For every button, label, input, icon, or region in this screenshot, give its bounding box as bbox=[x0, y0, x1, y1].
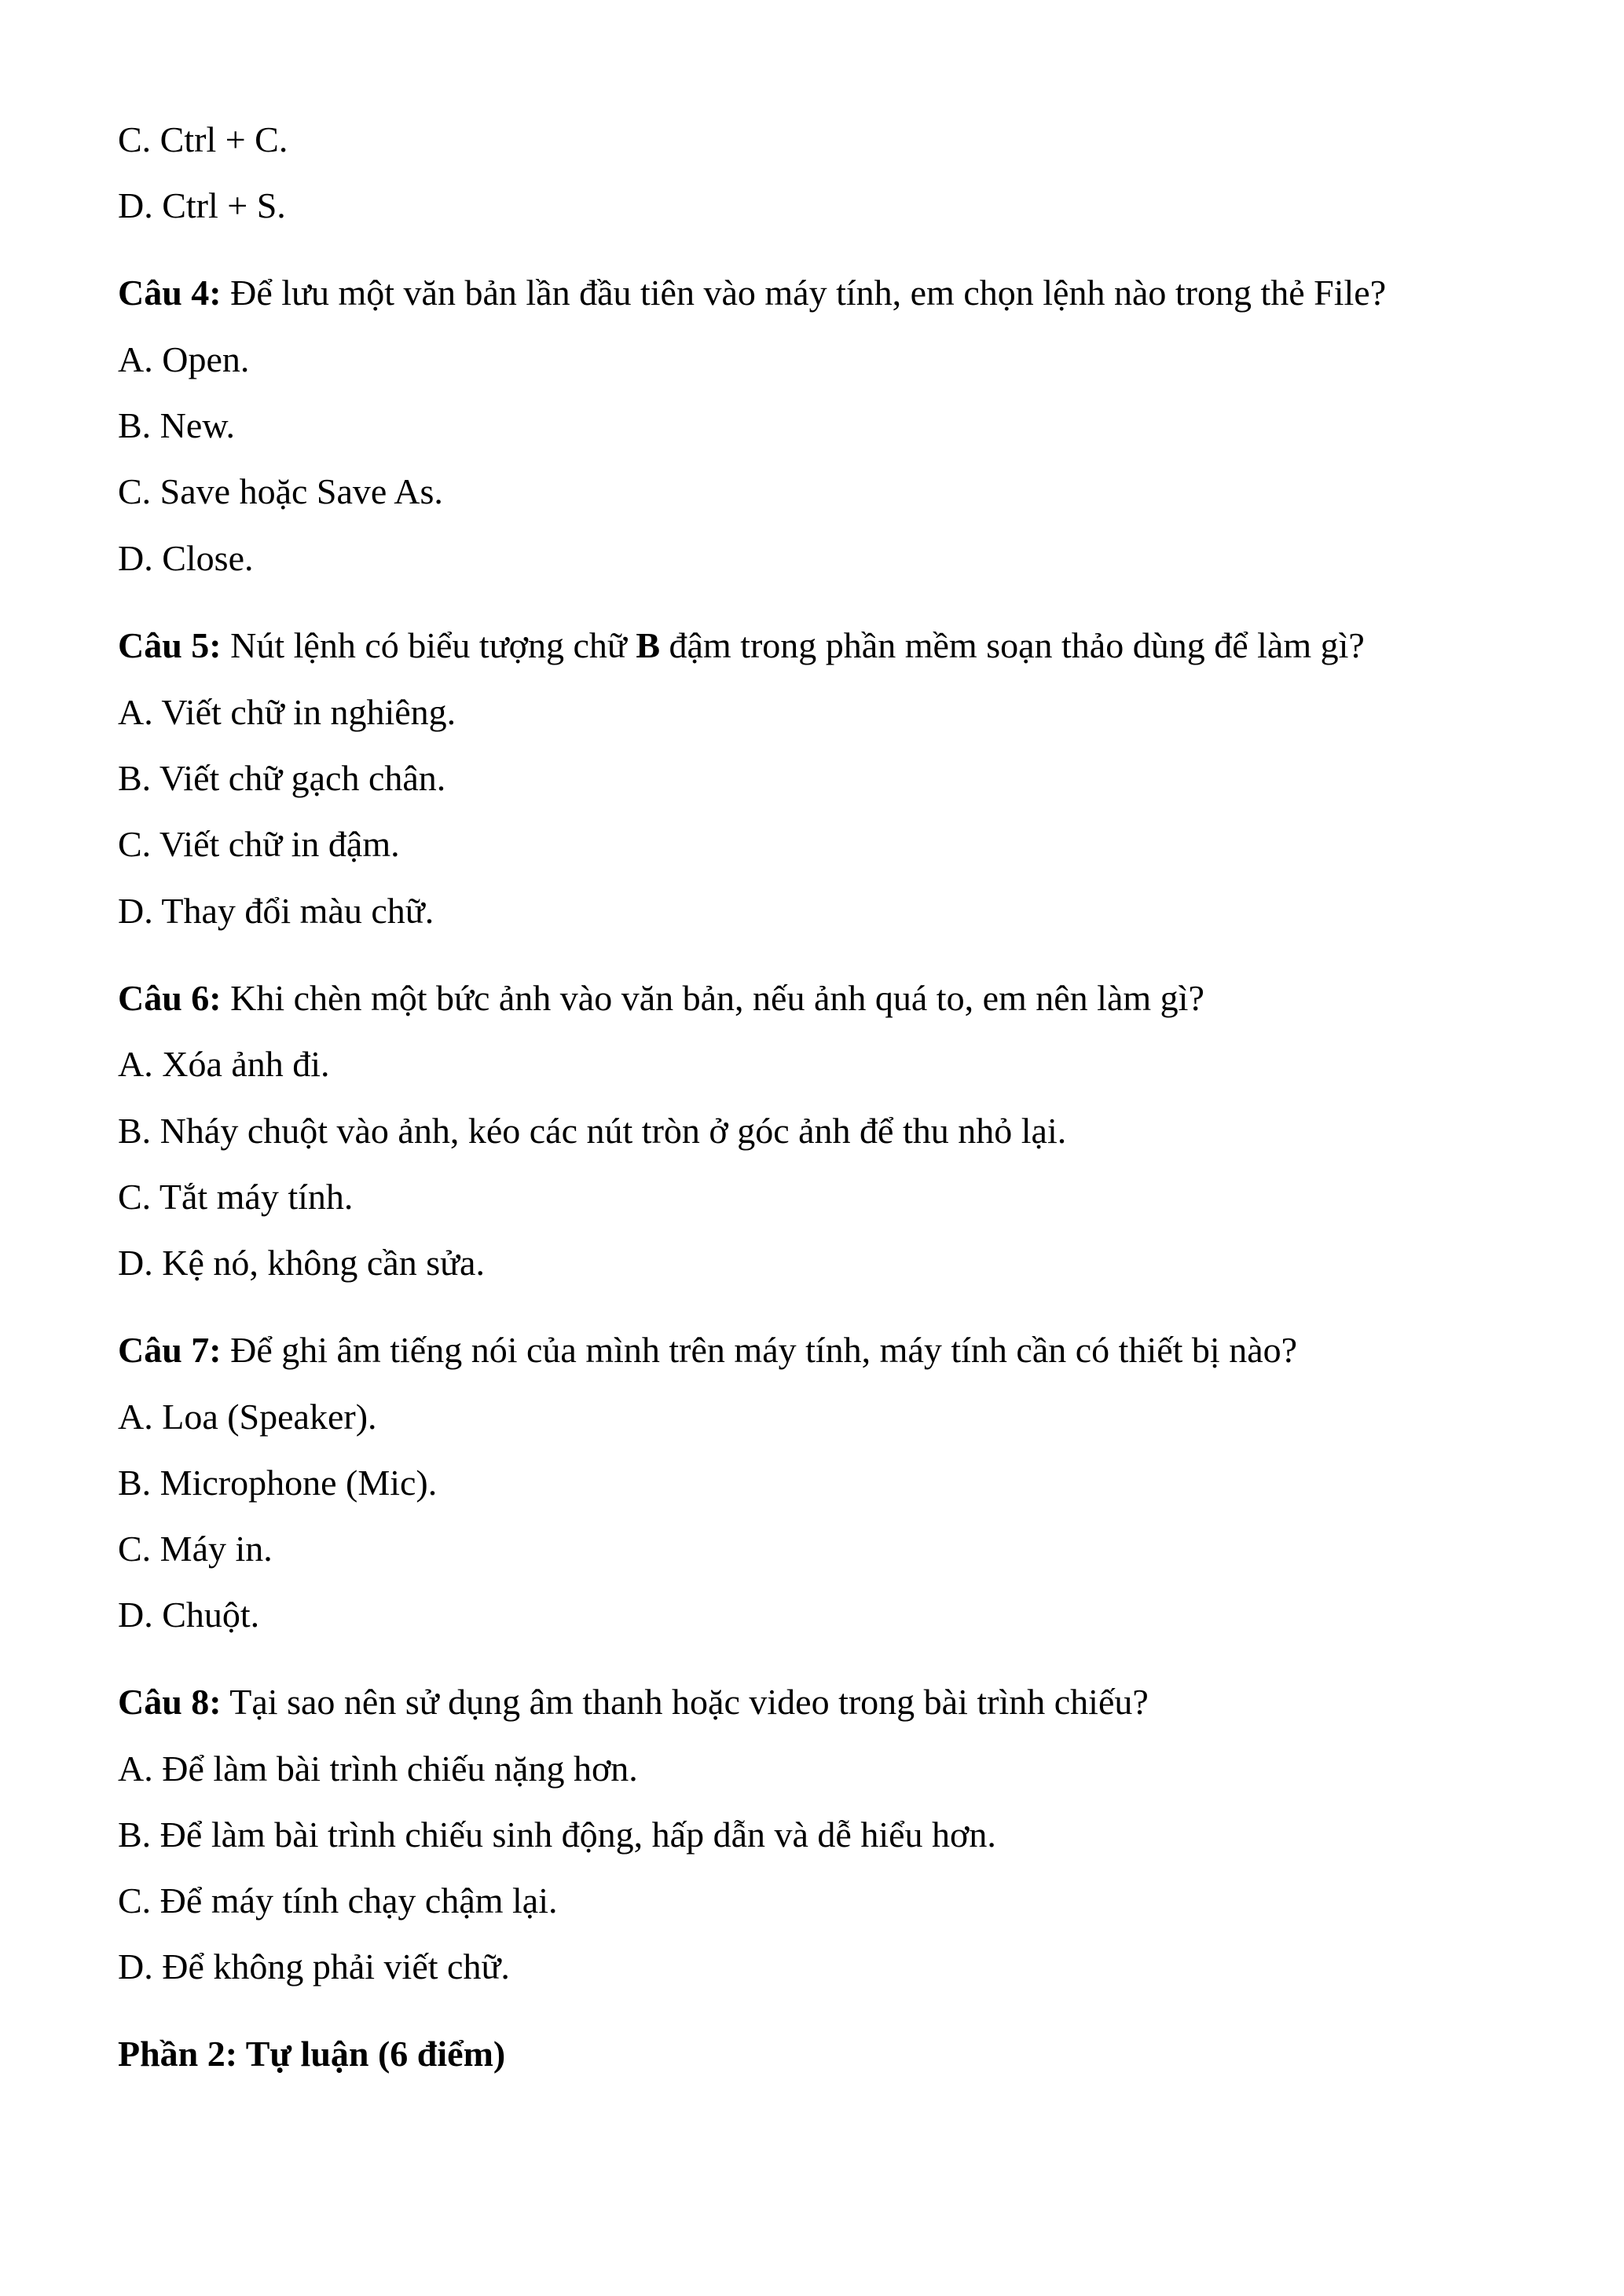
option-q8-d: D. Để không phải viết chữ. bbox=[118, 1946, 510, 1987]
section-heading: Phần 2: Tự luận (6 điểm) bbox=[118, 2034, 506, 2074]
option-q7-c: C. Máy in. bbox=[118, 1529, 273, 1569]
option-q7-a: A. Loa (Speaker). bbox=[118, 1397, 377, 1437]
option-q4-d: D. Close. bbox=[118, 538, 254, 578]
option-q4-c: C. Save hoặc Save As. bbox=[118, 471, 443, 511]
option-q3-c: C. Ctrl + C. bbox=[118, 119, 288, 159]
question-5-bold-b: B bbox=[636, 625, 661, 665]
question-4-text: Để lưu một văn bản lần đầu tiên vào máy tính, em chọn lệnh nào trong thẻ File? bbox=[221, 273, 1387, 313]
option-q6-d: D. Kệ nó, không cần sửa. bbox=[118, 1243, 485, 1283]
option-q3-d: D. Ctrl + S. bbox=[118, 185, 286, 225]
option-q7-b: B. Microphone (Mic). bbox=[118, 1463, 438, 1503]
question-7 bbox=[118, 1328, 1297, 1372]
option-q8-a: A. Để làm bài trình chiếu nặng hơn. bbox=[118, 1749, 638, 1789]
question-4-label: Câu 4: bbox=[118, 273, 222, 313]
option-q6-c: C. Tắt máy tính. bbox=[118, 1177, 354, 1217]
option-q8-b: B. Để làm bài trình chiếu sinh động, hấp dẫn và dễ hiểu hơn. bbox=[118, 1814, 996, 1855]
question-5-text-after: đậm trong phần mềm soạn thảo dùng để làm gì? bbox=[660, 625, 1365, 665]
option-q4-b: B. New. bbox=[118, 405, 236, 445]
question-8-label: Câu 8: bbox=[118, 1682, 222, 1722]
question-5-label: Câu 5: bbox=[118, 625, 222, 665]
question-6-text: Khi chèn một bức ảnh vào văn bản, nếu ảnh quá to, em nên làm gì? bbox=[221, 978, 1204, 1018]
option-q5-d: D. Thay đổi màu chữ. bbox=[118, 891, 434, 931]
option-q6-b: B. Nháy chuột vào ảnh, kéo các nút tròn ở góc ảnh để thu nhỏ lại. bbox=[118, 1111, 1067, 1151]
option-q4-a: A. Open. bbox=[118, 339, 250, 379]
question-8-text: Tại sao nên sử dụng âm thanh hoặc video trong bài trình chiếu? bbox=[221, 1682, 1149, 1722]
question-8 bbox=[118, 1680, 1149, 1724]
option-q6-a: A. Xóa ảnh đi. bbox=[118, 1044, 330, 1084]
option-q5-b: B. Viết chữ gạch chân. bbox=[118, 758, 446, 798]
question-5-text-before: Nút lệnh có biểu tượng chữ bbox=[221, 625, 636, 665]
question-6-label: Câu 6: bbox=[118, 978, 222, 1018]
option-q5-c: C. Viết chữ in đậm. bbox=[118, 824, 400, 864]
question-4 bbox=[118, 271, 1386, 315]
question-6 bbox=[118, 976, 1204, 1020]
option-q8-c: C. Để máy tính chạy chậm lại. bbox=[118, 1880, 558, 1921]
question-5 bbox=[118, 624, 1365, 668]
option-q5-a: A. Viết chữ in nghiêng. bbox=[118, 692, 456, 732]
option-q7-d: D. Chuột. bbox=[118, 1595, 260, 1635]
question-7-label: Câu 7: bbox=[118, 1330, 222, 1370]
question-7-text: Để ghi âm tiếng nói của mình trên máy tính, máy tính cần có thiết bị nào? bbox=[221, 1330, 1298, 1370]
